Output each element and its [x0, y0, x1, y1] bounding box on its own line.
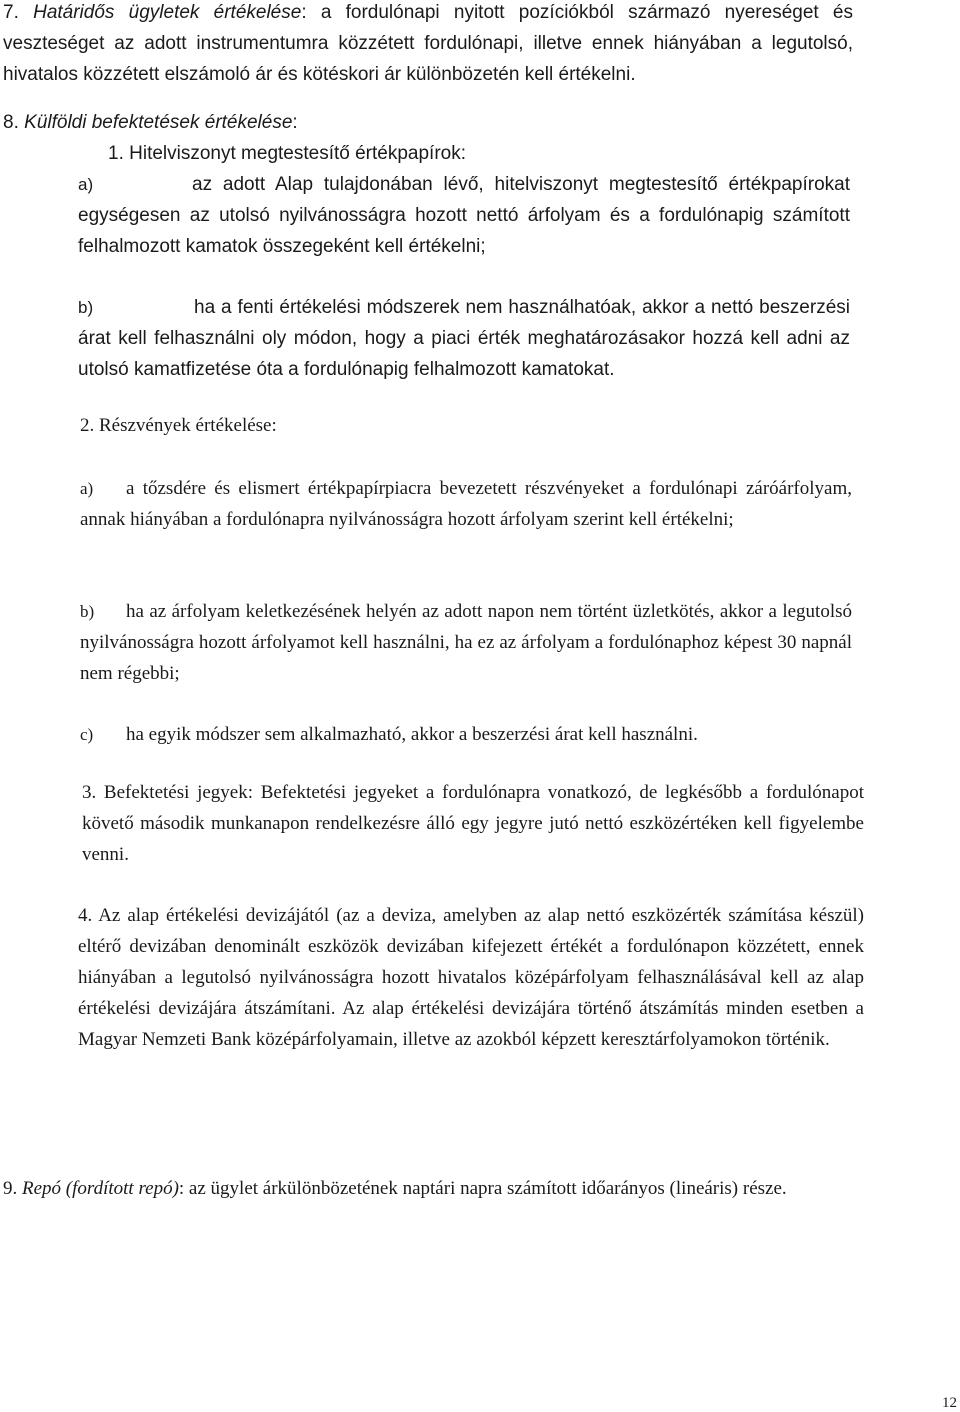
subsection-2b-text: ha az árfolyam keletkezésének helyén az adott napon nem történt üzletkötés, akkor a legutolsó nyilvánosságra hozott árfolyamot kell használni, ha ez az árfolyam a fordulónaphoz képest 30 napnál nem régebbi; [80, 601, 852, 684]
page-number: 12 [942, 1395, 957, 1411]
section-8-title: Külföldi befektetések értékelése [24, 112, 293, 133]
subsection-3-paragraph: 3. Befektetési jegyek: Befektetési jegyeket a fordulónapra vonatkozó, de legkésőbb a fordulónapot követő második munkanapon rendelkezésre álló egy jegyre jutó nettó eszközértéken kell figyelembe venni. [82, 782, 864, 865]
subsection-4-paragraph: 4. Az alap értékelési devizájától (az a deviza, amelyben az alap nettó eszközérték számítása készül) eltérő devizában denominált eszközök devizában kifejezett értékét a fordulónapon közzétett, ennek hiányában a legutolsó nyilvánosságra hozott hivatalos középárfolyam felhasználásával kell az alap értékelési devizájára átszámítani. Az alap értékelési devizájára történő átszámítás minden esetben a Magyar Nemzeti Bank középárfolyamain, illetve az azokból képzett keresztárfolyamokon történik. [78, 905, 864, 1050]
subsection-2b-paragraph [80, 596, 852, 689]
subsection-1b-paragraph [78, 292, 850, 385]
section-9-text: : az ügylet árkülönbözetének naptári napra számított időarányos (lineáris) része. [178, 1178, 787, 1199]
list-label-2a: a) [80, 479, 94, 498]
subsection-2-heading: 2. Részvények értékelése: [80, 415, 277, 436]
subsection-1a-text: az adott Alap tulajdonában lévő, hitelviszonyt megtestesítő értékpapírokat egységesen az utolsó nyilvánosságra hozott nettó árfolyam és a fordulónapig számított felhalmozott kamatok összegeként kell értékelni; [78, 174, 850, 257]
list-label-2b: b) [80, 602, 95, 621]
subsection-1-heading: 1. Hitelviszonyt megtestesítő értékpapírok: [108, 143, 466, 164]
subsection-2c-paragraph [80, 719, 852, 750]
section-8-heading: 8. Külföldi befektetések értékelése: [3, 112, 298, 133]
section-9-paragraph [3, 1173, 865, 1204]
list-label-2c: c) [80, 725, 94, 744]
subsection-2a-text: a tőzsdére és elismert értékpapírpiacra bevezetett részvényeket a fordulónapi záróárfolyam, annak hiányában a fordulónapra nyilvánosságra hozott árfolyam szerint kell értékelni; [80, 478, 852, 530]
section-9-title: Repó (fordított repó) [22, 1178, 179, 1199]
list-label-1b: b) [78, 298, 94, 317]
section-7-number: 7. [3, 2, 19, 23]
section-7-title: Határidős ügyletek értékelése [33, 2, 302, 23]
section-7-text: : a fordulónapi nyitott pozíciókból származó nyereséget és veszteséget az adott instrumentumra közzétett fordulónapi, illetve ennek hiányában a legutolsó, hivatalos közzétett elszámoló ár és kötéskori ár különbözetén kell értékelni. [3, 2, 853, 85]
section-9-number: 9. [3, 1178, 18, 1199]
subsection-1a-paragraph [78, 169, 850, 262]
list-label-1a: a) [78, 175, 94, 194]
subsection-2c-text: ha egyik módszer sem alkalmazható, akkor a beszerzési árat kell használni. [126, 724, 698, 745]
subsection-2a-paragraph [80, 473, 852, 535]
section-8-number: 8. [3, 112, 19, 133]
subsection-1b-text: ha a fenti értékelési módszerek nem használhatóak, akkor a nettó beszerzési árat kell felhasználni oly módon, hogy a piaci érték meghatározásakor hozzá kell adni az utolsó kamatfizetése óta a fordulónapig felhalmozott kamatokat. [78, 297, 850, 380]
section-7-paragraph [3, 0, 853, 90]
